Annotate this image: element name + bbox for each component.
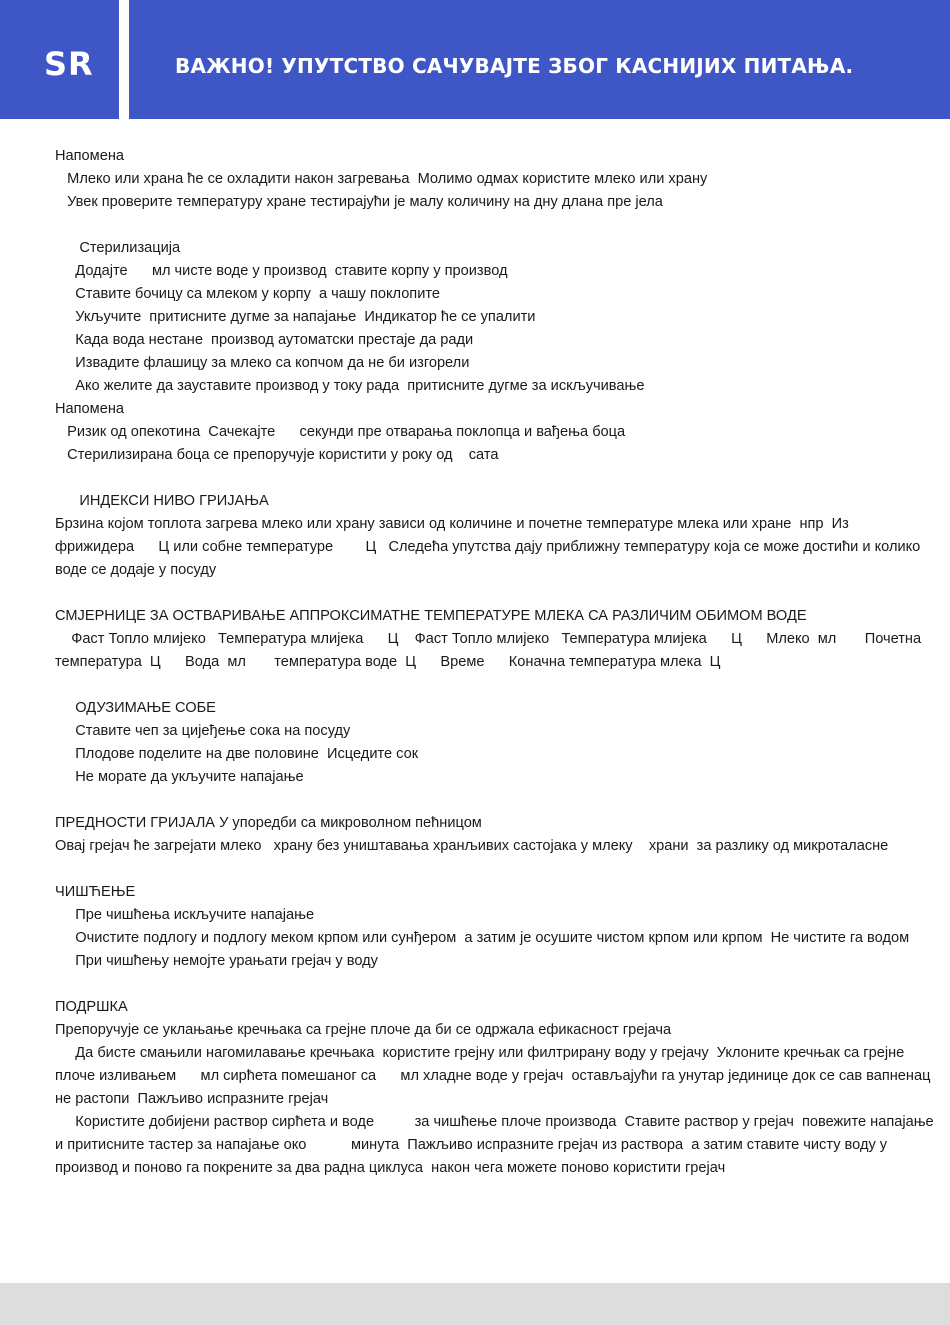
- text-line: Фаст Топло млијеко Температура млијека Ц Фаст Топло млијеко Температура млијека Ц Млеко мл Почетна: [55, 631, 922, 647]
- paragraph-gap: [55, 973, 895, 996]
- paragraph-gap: [55, 214, 895, 237]
- page-title: ВАЖНО! УПУТСТВО САЧУВАЈТЕ ЗБОГ КАСНИЈИХ ПИТАЊА.: [175, 54, 854, 78]
- language-badge: [0, 0, 119, 119]
- text-line: Млеко или храна ће се охладити након загревања Молимо одмах користите млеко или храну: [55, 171, 708, 187]
- text-line: Препоручује се уклањање кречњака са грејне плоче да би се одржала ефикасност грејача: [55, 1022, 672, 1038]
- text-line: температура Ц Вода мл температура воде Ц Време Коначна температура млека Ц: [55, 654, 721, 670]
- page-header: [0, 0, 950, 119]
- text-line: Извадите флашицу за млеко са копчом да не би изгорели: [55, 355, 470, 371]
- text-line: Ставите чеп за цијеђење сока на посуду: [55, 723, 351, 739]
- text-line: Када вода нестане производ аутоматски престаје да ради: [55, 332, 474, 348]
- paragraph-gap: [55, 467, 895, 490]
- language-code: SR: [44, 45, 94, 83]
- text-line: Укључите притисните дугме за напајање Индикатор ће се упалити: [55, 309, 536, 325]
- text-line: ЧИШЋЕЊЕ: [55, 884, 136, 900]
- text-line: Користите добијени раствор сирћета и воде за чишћење плоче производа Ставите раствор у грејач повежите напајање: [55, 1114, 934, 1130]
- text-line: ПРЕДНОСТИ ГРИЈАЛА У упоредби са микроволном пећницом: [55, 815, 482, 831]
- text-line: Ризик од опекотина Сачекајте секунди пре отварања поклопца и вађења боца: [55, 424, 626, 440]
- text-line: Увек проверите температуру хране тестирајући је малу количину на дну длана пре јела: [55, 194, 663, 210]
- text-line: Додајте мл чисте воде у производ ставите корпу у производ: [55, 263, 508, 279]
- text-line: ПОДРШКА: [55, 999, 128, 1015]
- text-line: Брзина којом топлота загрева млеко или храну зависи од количине и почетне температуре млека или хране нпр Из: [55, 516, 849, 532]
- text-line: плоче изливањем мл сирћета помешаног са мл хладне воде у грејач остављајући га унутар јединице док се сав вапненац: [55, 1068, 931, 1084]
- text-line: ИНДЕКСИ НИВО ГРИЈАЊА: [55, 493, 269, 509]
- document-body: [55, 145, 934, 1180]
- text-line: Плодове поделите на две половине Исцедите сок: [55, 746, 419, 762]
- paragraph-gap: [55, 858, 895, 881]
- text-line: фрижидера Ц или собне температуре Ц Следећа упутства дају приближну температуру која се може достићи и колико: [55, 539, 921, 555]
- text-line: Ако желите да зауставите производ у току рада притисните дугме за искључивање: [55, 378, 645, 394]
- text-line: и притисните тастер за напајање око минута Пажљиво испразните грејач из раствора а затим ставите чисту воду у: [55, 1137, 888, 1153]
- text-line: Стерилизирана боца се препоручује користити у року од сата: [55, 447, 499, 463]
- text-line: Напомена: [55, 148, 124, 164]
- text-line: Не морате да укључите напајање: [55, 769, 304, 785]
- text-line: Очистите подлогу и подлогу меком крпом или сунђером а затим је осушите чистом крпом или крпом Не чистите га водом: [55, 930, 910, 946]
- text-line: Да бисте смањили нагомилавање кречњака користите грејну или филтрирану воду у грејачу Уклоните кречњак са грејне: [55, 1045, 905, 1061]
- text-line: Ставите бочицу са млеком у корпу а чашу поклопите: [55, 286, 440, 302]
- text-line: ОДУЗИМАЊЕ СОБЕ: [55, 700, 216, 716]
- text-line: воде се додаје у посуду: [55, 562, 217, 578]
- text-line: Стерилизација: [55, 240, 181, 256]
- page-footer-bar: [0, 1283, 950, 1325]
- text-line: Пре чишћења искључите напајање: [55, 907, 315, 923]
- paragraph-gap: [55, 789, 895, 812]
- paragraph-gap: [55, 582, 895, 605]
- text-line: СМЈЕРНИЦЕ ЗА ОСТВАРИВАЊЕ АППРОКСИМАТНЕ ТЕМПЕРАТУРЕ МЛЕКА СА РАЗЛИЧИМ ОБИМОМ ВОДЕ: [55, 608, 807, 624]
- text-line: При чишћењу немојте урањати грејач у воду: [55, 953, 378, 969]
- text-line: Напомена: [55, 401, 124, 417]
- paragraph-gap: [55, 674, 895, 697]
- title-banner: [129, 0, 950, 119]
- text-line: не растопи Пажљиво испразните грејач: [55, 1091, 329, 1107]
- text-line: Овај грејач ће загрејати млеко храну без уништавања хранљивих састојака у млеку храни за разлику од микроталасне: [55, 838, 889, 854]
- text-line: производ и поново га покрените за два радна циклуса након чега можете поново користити грејач: [55, 1160, 726, 1176]
